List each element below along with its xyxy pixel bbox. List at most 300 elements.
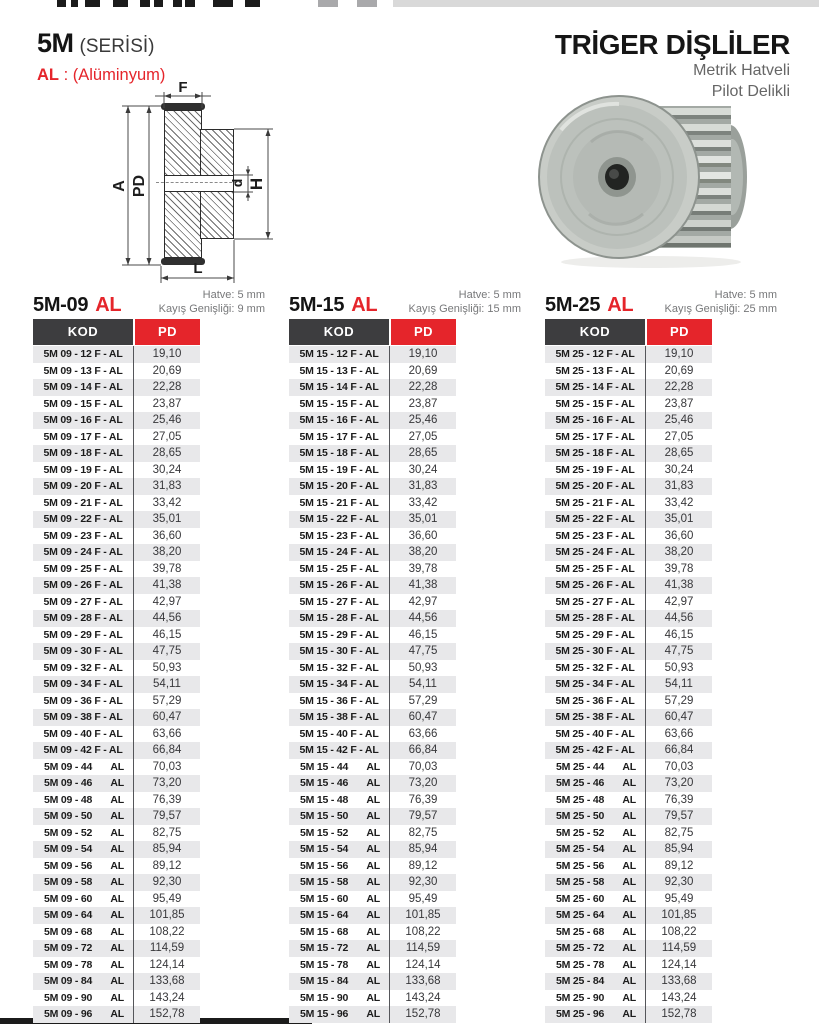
kod-number: 5M 25 - 64 [556,909,605,921]
kod-material-suffix: AL [110,991,124,1004]
pd-cell: 143,24 [405,991,441,1004]
pd-cell: 85,94 [408,843,438,855]
table-title [545,294,633,317]
table-row [545,511,712,528]
pd-cell: 95,49 [152,892,182,905]
kod-number: 5M 09 - 64 [44,909,93,921]
table-row [545,709,712,726]
series-header [37,28,165,85]
pd-cell: 22,28 [152,381,182,393]
pd-cell: 70,03 [152,760,182,773]
table-row [33,429,200,446]
edge-artifact [245,0,260,7]
kod-number: 5M 09 - 96 [44,1008,93,1020]
table-row [289,973,456,990]
table-row [33,792,200,809]
pd-cell: 92,30 [664,876,694,888]
edge-artifact [113,0,128,7]
kod-number: 5M 25 - 96 [556,1008,605,1020]
kod-material-suffix: AL [110,826,124,839]
kod-cell: 5M 25 - 24 F - AL [545,544,646,561]
kod-cell [545,775,646,792]
table-row [33,379,200,396]
kod-number: 5M 15 - 46 [300,777,349,789]
kod-number: 5M 15 - 58 [300,876,349,888]
edge-artifact [85,0,100,7]
pd-cell: 47,75 [152,645,182,657]
kod-cell [289,940,390,957]
kod-cell: 5M 09 - 25 F - AL [33,561,134,578]
pd-cell: 50,93 [408,661,438,674]
kod-cell: 5M 09 - 22 F - AL [33,511,134,528]
table-row [545,940,712,957]
pulley-drawing [58,82,320,294]
table-block-5M-15 [289,289,521,1023]
table-row [545,742,712,759]
pitch-label: Hatve: 5 mm [714,289,777,301]
pd-cell: 82,75 [152,826,182,839]
table-row [33,610,200,627]
table-row [33,561,200,578]
pd-cell: 42,97 [664,595,694,608]
pd-cell: 41,38 [408,579,438,591]
kod-cell [289,907,390,924]
kod-cell [289,825,390,842]
kod-cell: 5M 25 - 21 F - AL [545,495,646,512]
pd-cell: 31,83 [664,480,694,492]
table-row [289,643,456,660]
table-row [545,577,712,594]
pd-column-header: PD [647,319,712,345]
kod-cell: 5M 09 - 15 F - AL [33,396,134,413]
pd-cell: 57,29 [152,694,182,707]
pd-cell: 23,87 [152,397,182,410]
kod-number: 5M 25 - 56 [556,859,605,872]
material-note: : (Alüminyum) [63,66,166,84]
pitch-label: Hatve: 5 mm [202,289,265,301]
table-row [545,858,712,875]
kod-cell [33,858,134,875]
kod-material-suffix: AL [110,777,124,789]
kod-number: 5M 15 - 44 [300,760,349,773]
kod-cell: 5M 15 - 15 F - AL [289,396,390,413]
pd-cell: 124,14 [405,958,441,971]
kod-material-suffix: AL [110,760,124,773]
series-title-line [37,28,165,59]
kod-material-suffix: AL [366,1008,380,1020]
kod-cell: 5M 09 - 16 F - AL [33,412,134,429]
table-row [289,709,456,726]
pd-cell: 39,78 [664,562,694,575]
kod-material-suffix: AL [110,859,124,872]
kod-number: 5M 09 - 44 [44,760,93,773]
pd-cell: 44,56 [408,612,438,624]
pd-cell: 95,49 [408,892,438,905]
kod-number: 5M 09 - 54 [44,843,93,855]
kod-number: 5M 25 - 60 [556,892,605,905]
edge-artifact [357,0,377,7]
pd-cell: 47,75 [664,645,694,657]
kod-cell: 5M 09 - 30 F - AL [33,643,134,660]
pd-cell: 23,87 [664,397,694,410]
pd-cell: 46,15 [664,628,694,641]
kod-material-suffix: AL [110,876,124,888]
table-series-code: 5M-25 [545,294,601,316]
pd-cell: 44,56 [152,612,182,624]
kod-column-header: KOD [545,319,645,345]
kod-cell [545,841,646,858]
kod-number: 5M 09 - 50 [44,810,93,822]
kod-cell [289,1006,390,1023]
table-row [289,1006,456,1023]
pd-cell: 30,24 [664,463,694,476]
kod-cell [33,940,134,957]
table-material-code: AL [95,294,122,316]
pd-cell: 85,94 [152,843,182,855]
kod-cell: 5M 15 - 14 F - AL [289,379,390,396]
kod-cell: 5M 15 - 38 F - AL [289,709,390,726]
table-title [289,294,377,317]
kod-number: 5M 25 - 48 [556,793,605,806]
table-row [545,841,712,858]
table-header-row [545,319,777,345]
kod-cell: 5M 25 - 38 F - AL [545,709,646,726]
kod-cell: 5M 25 - 36 F - AL [545,693,646,710]
pd-cell: 133,68 [149,975,185,987]
kod-number: 5M 25 - 72 [556,942,605,954]
series-title: 5M [37,28,74,58]
pd-cell: 54,11 [665,678,693,690]
kod-cell: 5M 15 - 36 F - AL [289,693,390,710]
kod-cell [545,858,646,875]
pd-cell: 101,85 [405,909,441,921]
pd-cell: 30,24 [408,463,438,476]
kod-column-header: KOD [33,319,133,345]
table-row [545,561,712,578]
pd-cell: 92,30 [152,876,182,888]
table-row [289,412,456,429]
kod-number: 5M 15 - 84 [300,975,349,987]
kod-cell: 5M 15 - 23 F - AL [289,528,390,545]
table-row [33,726,200,743]
kod-cell: 5M 25 - 14 F - AL [545,379,646,396]
pd-cell: 39,78 [152,562,182,575]
drawing-dimensions [58,82,320,294]
table-row [33,528,200,545]
pd-cell: 27,05 [408,430,438,443]
table-row [289,940,456,957]
kod-cell: 5M 25 - 26 F - AL [545,577,646,594]
kod-material-suffix: AL [110,843,124,855]
table-row [289,825,456,842]
kod-cell: 5M 09 - 38 F - AL [33,709,134,726]
table-row [33,676,200,693]
kod-cell: 5M 09 - 42 F - AL [33,742,134,759]
table-row [33,346,200,363]
kod-cell: 5M 09 - 34 F - AL [33,676,134,693]
kod-cell [545,759,646,776]
table-row [545,643,712,660]
kod-material-suffix: AL [110,1008,124,1020]
kod-number: 5M 25 - 52 [556,826,605,839]
table-body [289,346,521,1023]
table-row [289,544,456,561]
pd-cell: 108,22 [149,925,185,938]
kod-cell [33,1006,134,1023]
pd-cell: 133,68 [405,975,441,987]
kod-material-suffix: AL [110,975,124,987]
pd-cell: 124,14 [149,958,185,971]
kod-cell: 5M 25 - 23 F - AL [545,528,646,545]
kod-cell [289,841,390,858]
pd-cell: 36,60 [664,529,694,542]
pd-cell: 70,03 [408,760,438,773]
kod-material-suffix: AL [366,810,380,822]
kod-number: 5M 09 - 46 [44,777,93,789]
kod-material-suffix: AL [622,843,636,855]
kod-cell [289,957,390,974]
pd-cell: 114,59 [405,942,441,954]
pd-cell: 41,38 [152,579,182,591]
pitch-label: Hatve: 5 mm [458,289,521,301]
kod-number: 5M 09 - 52 [44,826,93,839]
dim-label-f: F [178,82,188,96]
pd-cell: 42,97 [408,595,438,608]
kod-cell: 5M 25 - 25 F - AL [545,561,646,578]
kod-material-suffix: AL [622,958,636,971]
dim-label-h: H [247,177,266,191]
pd-cell: 101,85 [149,909,185,921]
kod-cell [545,1006,646,1023]
kod-number: 5M 15 - 78 [300,958,349,971]
kod-number: 5M 09 - 58 [44,876,93,888]
subtitle-metric: Metrik Hatveli [693,62,790,79]
photo-shadow [561,256,741,268]
kod-material-suffix: AL [366,925,380,938]
pd-cell: 54,11 [153,678,181,690]
kod-number: 5M 15 - 64 [300,909,349,921]
table-row [289,808,456,825]
kod-material-suffix: AL [366,876,380,888]
pd-cell: 57,29 [408,694,438,707]
table-row [33,445,200,462]
kod-cell [33,874,134,891]
pd-cell: 35,01 [664,513,694,525]
kod-cell: 5M 15 - 21 F - AL [289,495,390,512]
table-row [545,429,712,446]
kod-cell [545,891,646,908]
kod-number: 5M 15 - 56 [300,859,349,872]
kod-cell [33,957,134,974]
dim-label-a: A [111,180,128,192]
kod-number: 5M 09 - 56 [44,859,93,872]
table-series-code: 5M-09 [33,294,89,316]
pd-cell: 89,12 [408,859,438,872]
kod-material-suffix: AL [622,793,636,806]
pd-cell: 35,01 [408,513,438,525]
pd-cell: 22,28 [408,381,438,393]
table-row [289,990,456,1007]
kod-cell: 5M 25 - 12 F - AL [545,346,646,363]
kod-cell: 5M 15 - 18 F - AL [289,445,390,462]
table-row [33,511,200,528]
kod-cell [33,891,134,908]
pd-cell: 54,11 [409,678,437,690]
kod-cell [545,990,646,1007]
table-row [33,396,200,413]
pd-cell: 50,93 [664,661,694,674]
kod-cell: 5M 09 - 24 F - AL [33,544,134,561]
kod-cell [289,924,390,941]
pd-cell: 19,10 [664,348,694,360]
pd-cell: 114,59 [661,942,697,954]
belt-width-label: Kayış Genişliği: 25 mm [664,302,777,315]
kod-material-suffix: AL [366,909,380,921]
kod-cell [545,924,646,941]
edge-artifact-bar [393,0,819,7]
pd-cell: 76,39 [408,793,438,806]
pulley-photo [531,90,765,272]
table-row [33,693,200,710]
pd-cell: 23,87 [408,397,438,410]
table-row [545,379,712,396]
edge-artifact [71,0,78,7]
kod-material-suffix: AL [366,975,380,987]
table-row [545,1006,712,1023]
kod-cell [545,940,646,957]
kod-cell: 5M 25 - 27 F - AL [545,594,646,611]
table-row [289,478,456,495]
kod-cell: 5M 09 - 19 F - AL [33,462,134,479]
table-row [289,396,456,413]
pd-cell: 73,20 [408,777,438,789]
kod-material-suffix: AL [622,826,636,839]
kod-cell [33,792,134,809]
kod-cell: 5M 25 - 34 F - AL [545,676,646,693]
kod-number: 5M 15 - 48 [300,793,349,806]
kod-cell: 5M 25 - 42 F - AL [545,742,646,759]
pd-cell: 20,69 [664,364,694,377]
kod-column-header: KOD [289,319,389,345]
pd-cell: 143,24 [661,991,697,1004]
pd-cell: 152,78 [405,1008,441,1020]
kod-cell: 5M 25 - 22 F - AL [545,511,646,528]
kod-number: 5M 25 - 84 [556,975,605,987]
table-row [545,528,712,545]
kod-number: 5M 25 - 58 [556,876,605,888]
kod-cell [33,759,134,776]
kod-cell [545,957,646,974]
kod-cell: 5M 15 - 34 F - AL [289,676,390,693]
table-row [33,544,200,561]
pd-cell: 89,12 [152,859,182,872]
pd-cell: 42,97 [152,595,182,608]
table-row [545,726,712,743]
pd-cell: 82,75 [408,826,438,839]
table-row [545,462,712,479]
table-head [33,289,265,318]
table-row [289,792,456,809]
kod-number: 5M 25 - 44 [556,760,605,773]
table-row [33,858,200,875]
table-row [545,957,712,974]
table-row [33,957,200,974]
kod-material-suffix: AL [366,942,380,954]
table-row [545,891,712,908]
table-row [289,627,456,644]
kod-cell: 5M 09 - 12 F - AL [33,346,134,363]
pd-cell: 79,57 [664,810,694,822]
kod-cell [545,792,646,809]
table-title [33,294,121,317]
kod-cell: 5M 15 - 17 F - AL [289,429,390,446]
kod-cell [545,874,646,891]
kod-cell [289,891,390,908]
table-row [289,445,456,462]
table-row [289,676,456,693]
table-row [289,891,456,908]
kod-cell: 5M 25 - 17 F - AL [545,429,646,446]
table-row [545,808,712,825]
kod-cell: 5M 09 - 32 F - AL [33,660,134,677]
table-row [289,610,456,627]
kod-cell: 5M 15 - 20 F - AL [289,478,390,495]
kod-material-suffix: AL [622,810,636,822]
pd-cell: 63,66 [152,727,182,740]
kod-number: 5M 15 - 68 [300,925,349,938]
kod-number: 5M 25 - 90 [556,991,605,1004]
series-note: (SERİSİ) [79,36,155,57]
pd-cell: 35,01 [152,513,182,525]
table-row [545,544,712,561]
material-code: AL [37,66,59,84]
table-row [545,627,712,644]
kod-cell: 5M 25 - 30 F - AL [545,643,646,660]
table-row [33,709,200,726]
kod-cell [289,858,390,875]
dim-label-pd: PD [131,174,148,198]
kod-cell [33,990,134,1007]
kod-material-suffix: AL [622,892,636,905]
table-row [33,1006,200,1023]
table-row [33,742,200,759]
table-block-5M-25 [545,289,777,1023]
table-row [33,577,200,594]
table-block-5M-09 [33,289,265,1023]
table-row [33,940,200,957]
kod-material-suffix: AL [110,942,124,954]
kod-cell [289,874,390,891]
pd-cell: 44,56 [664,612,694,624]
kod-cell: 5M 09 - 18 F - AL [33,445,134,462]
table-row [289,726,456,743]
kod-material-suffix: AL [622,909,636,921]
pd-cell: 27,05 [152,430,182,443]
pd-cell: 73,20 [152,777,182,789]
table-row [289,594,456,611]
kod-cell: 5M 15 - 32 F - AL [289,660,390,677]
table-row [545,610,712,627]
table-row [289,429,456,446]
kod-cell [289,792,390,809]
kod-material-suffix: AL [366,958,380,971]
pd-cell: 124,14 [661,958,697,971]
kod-material-suffix: AL [110,892,124,905]
kod-cell: 5M 25 - 15 F - AL [545,396,646,413]
kod-cell: 5M 15 - 19 F - AL [289,462,390,479]
pd-cell: 79,57 [408,810,438,822]
kod-number: 5M 09 - 90 [44,991,93,1004]
